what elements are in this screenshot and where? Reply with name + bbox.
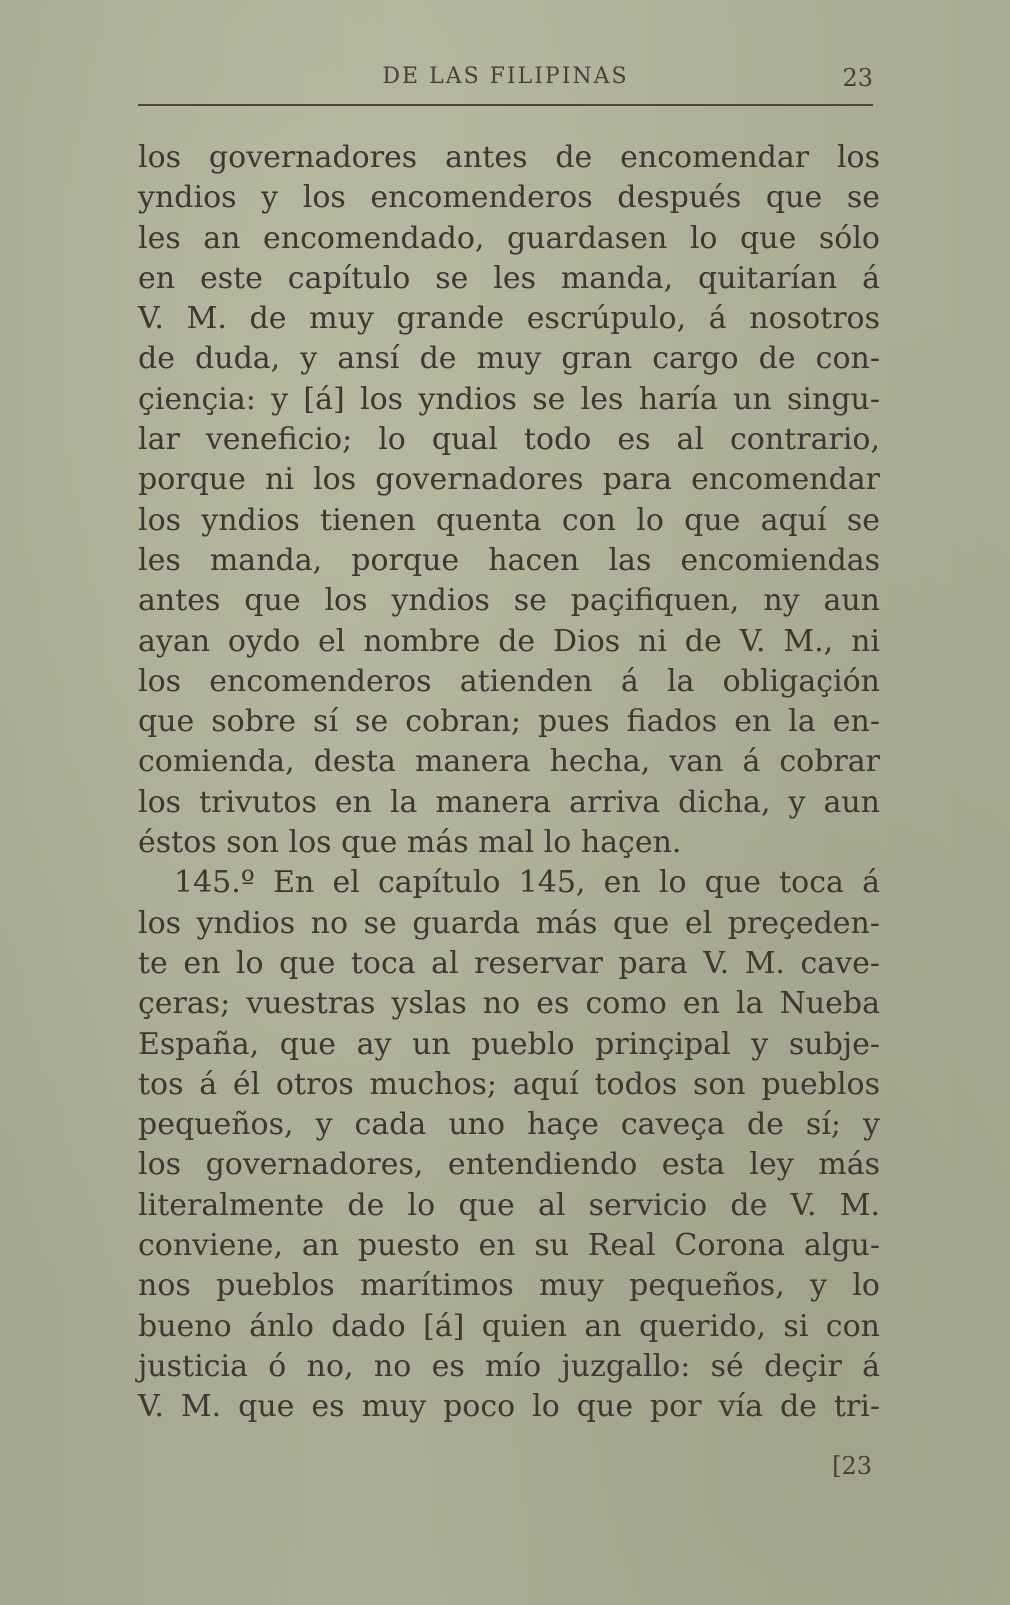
text-line: çeras; vuestras yslas no es como en la Nueba [138,986,880,1022]
text-line: porque ni los governadores para encomendar [138,462,880,498]
text-line: los trivutos en la manera arriva dicha, y aun [138,784,880,820]
text-line: justicia ó no, no es mío juzgallo: sé deçir á [138,1348,880,1384]
signature-mark: [23 [832,1452,872,1480]
text-line: España, que ay un pueblo prinçipal y subje- [138,1026,880,1062]
paragraph-end-line: éstos son los que más mal lo haçen. [138,825,682,861]
page-number: 23 [842,64,873,92]
text-line: çiençia: y [á] los yndios se les haría un singu- [138,381,880,417]
text-line: comienda, desta manera hecha, van á cobrar [138,744,880,780]
text-line: antes que los yndios se paçifiquen, ny aun [138,583,880,619]
text-line: los encomenderos atienden á la obligaçión [138,663,880,699]
text-line: los yndios tienen quenta con lo que aquí se [138,502,880,538]
text-line: yndios y los encomenderos después que se [138,180,880,216]
text-line: en este capítulo se les manda, quitarían á [138,260,880,296]
text-line: bueno ánlo dado [á] quien an querido, si con [138,1308,880,1344]
text-line: nos pueblos marítimos muy pequeños, y lo [138,1268,880,1304]
body-text [138,138,880,1428]
text-line: los governadores antes de encomendar los [138,140,880,175]
paragraph-start-line: 145.º En el capítulo 145, en lo que toca á [174,865,880,901]
running-title: DE LAS FILIPINAS [382,64,629,89]
text-line: que sobre sí se cobran; pues fiados en la en- [138,704,880,740]
text-line: lar veneficio; lo qual todo es al contrario, [138,422,880,458]
text-line: V. M. de muy grande escrúpulo, á nosotros [138,301,880,337]
text-line: de duda, y ansí de muy gran cargo de con- [138,341,880,377]
text-line: V. M. que es muy poco lo que por vía de tri- [138,1389,880,1425]
running-head [138,58,873,98]
text-line: les an encomendado, guardasen lo que sólo [138,220,880,256]
text-line: conviene, an puesto en su Real Corona algu- [138,1228,880,1264]
text-line: los yndios no se guarda más que el preçeden- [138,905,880,941]
text-line: les manda, porque hacen las encomiendas [138,542,880,578]
header-rule [138,104,873,106]
text-line: pequeños, y cada uno haçe caveça de sí; y [138,1107,880,1143]
text-line: literalmente de lo que al servicio de V. M. [138,1187,880,1223]
text-line: te en lo que toca al reservar para V. M. cave- [138,945,880,981]
text-line: los governadores, entendiendo esta ley más [138,1147,880,1183]
text-line: ayan oydo el nombre de Dios ni de V. M., ni [138,623,880,659]
text-line: tos á él otros muchos; aquí todos son pueblos [138,1066,880,1102]
